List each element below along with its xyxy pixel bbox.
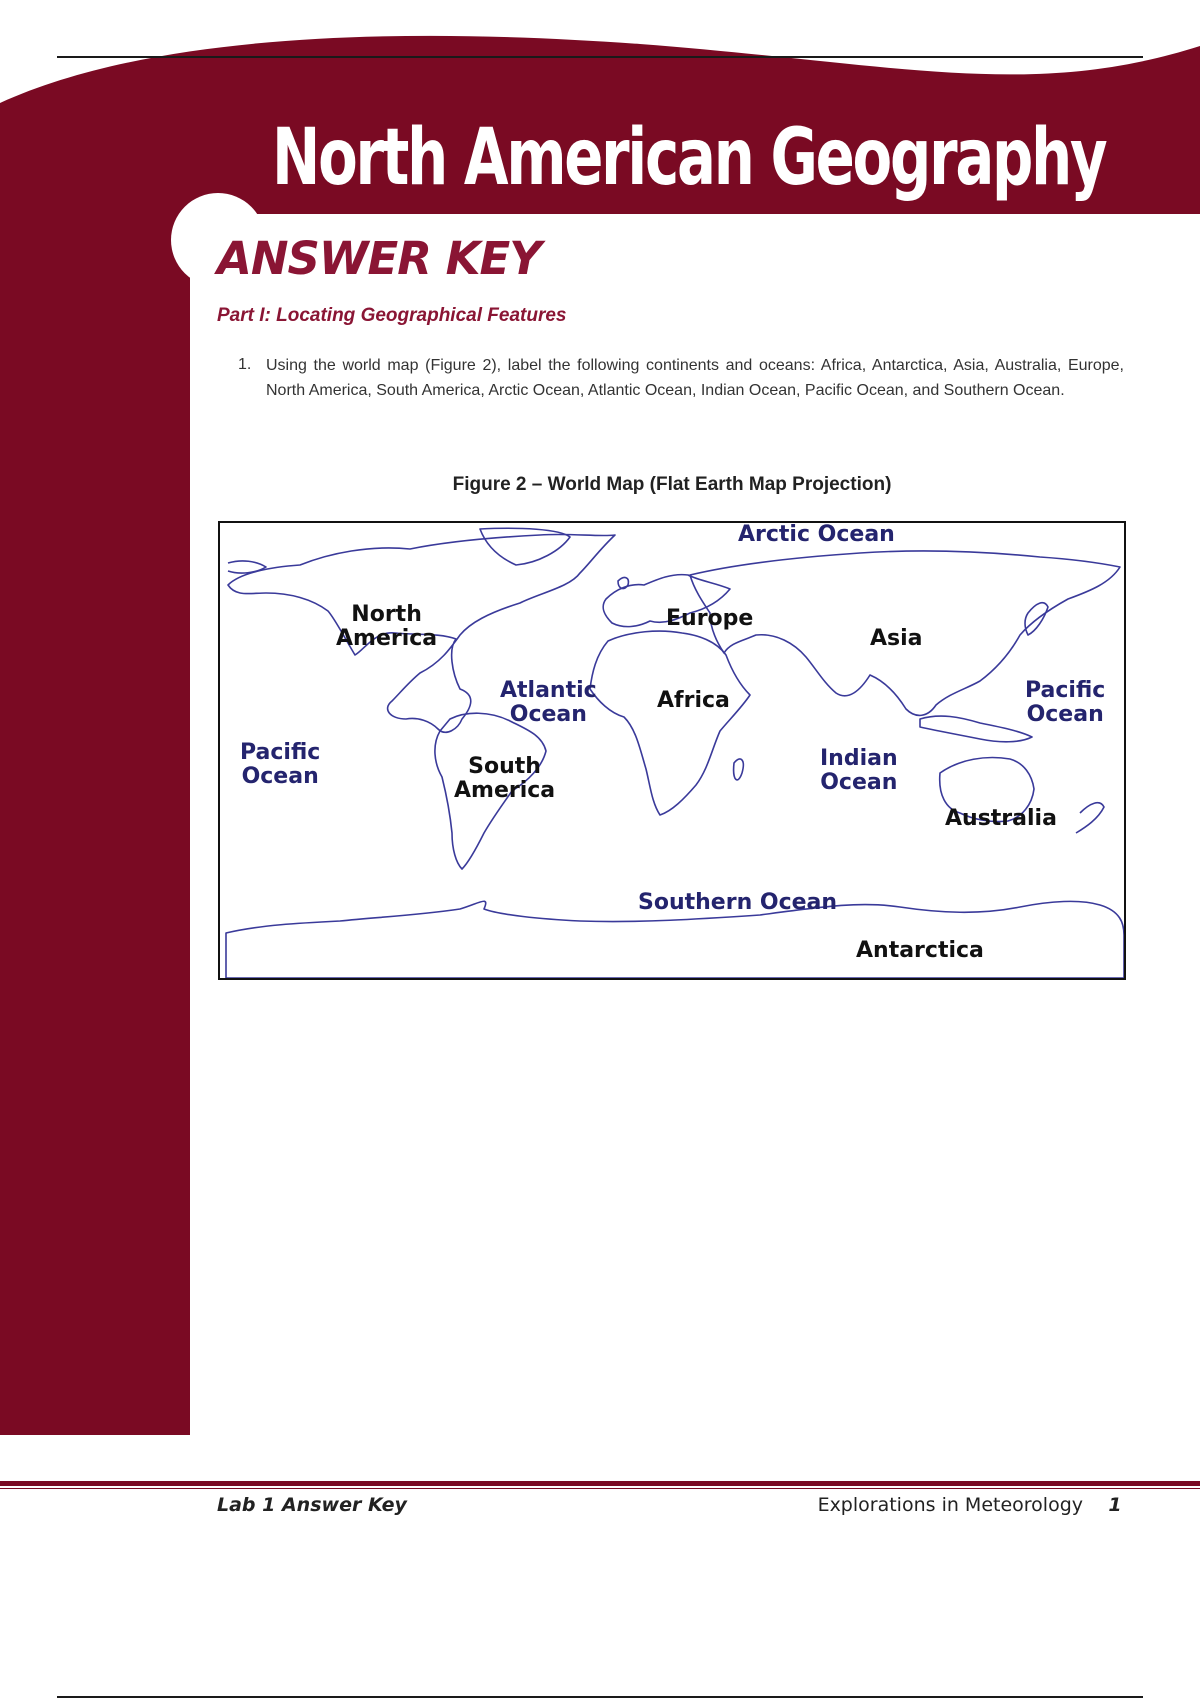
label-antarctica: Antarctica xyxy=(856,938,984,963)
page-number: 1 xyxy=(1108,1494,1122,1516)
indonesia-outline xyxy=(920,716,1032,742)
label-north-america: North America xyxy=(336,602,438,651)
label-southern-ocean: Southern Ocean xyxy=(638,890,838,915)
top-rule xyxy=(57,56,1143,58)
new-zealand-outline xyxy=(1076,803,1104,833)
footer-rule xyxy=(0,1481,1200,1486)
footer-rule-thin xyxy=(0,1488,1200,1489)
label-indian-ocean: Indian Ocean xyxy=(820,746,898,795)
alaska-outline xyxy=(228,561,266,573)
label-australia: Australia xyxy=(945,806,1057,831)
section-heading: Part I: Locating Geographical Features xyxy=(217,305,567,326)
label-africa: Africa xyxy=(657,688,730,713)
question-number: 1. xyxy=(238,356,252,373)
label-pacific-ocean-east: Pacific Ocean xyxy=(1025,678,1106,727)
figure-caption: Figure 2 – World Map (Flat Earth Map Projection) xyxy=(452,474,892,495)
africa-outline xyxy=(590,631,750,815)
footer-lab-label: Lab 1 Answer Key xyxy=(217,1494,407,1516)
label-pacific-ocean-west: Pacific Ocean xyxy=(240,740,321,789)
label-arctic-ocean: Arctic Ocean xyxy=(738,522,895,547)
label-asia: Asia xyxy=(870,626,923,651)
world-map xyxy=(218,521,1126,980)
answer-key-heading: ANSWER KEY xyxy=(217,232,541,285)
bottom-rule xyxy=(57,1696,1143,1698)
question-text: Using the world map (Figure 2), label the following continents and oceans: Africa, Antarctica, Asia, Australia, Europe, North America, South America, Arctic Ocean, Atlantic Ocean, Indian Ocean, Pacific Ocean, and Southern Ocean. xyxy=(266,357,1124,399)
footer-book-title: Explorations in Meteorology xyxy=(817,1494,1083,1516)
page-title: North American Geography xyxy=(272,113,1106,203)
madagascar-outline xyxy=(734,759,744,780)
label-south-america: South America xyxy=(454,754,556,803)
label-atlantic-ocean: Atlantic Ocean xyxy=(500,678,597,727)
label-europe: Europe xyxy=(666,606,754,631)
